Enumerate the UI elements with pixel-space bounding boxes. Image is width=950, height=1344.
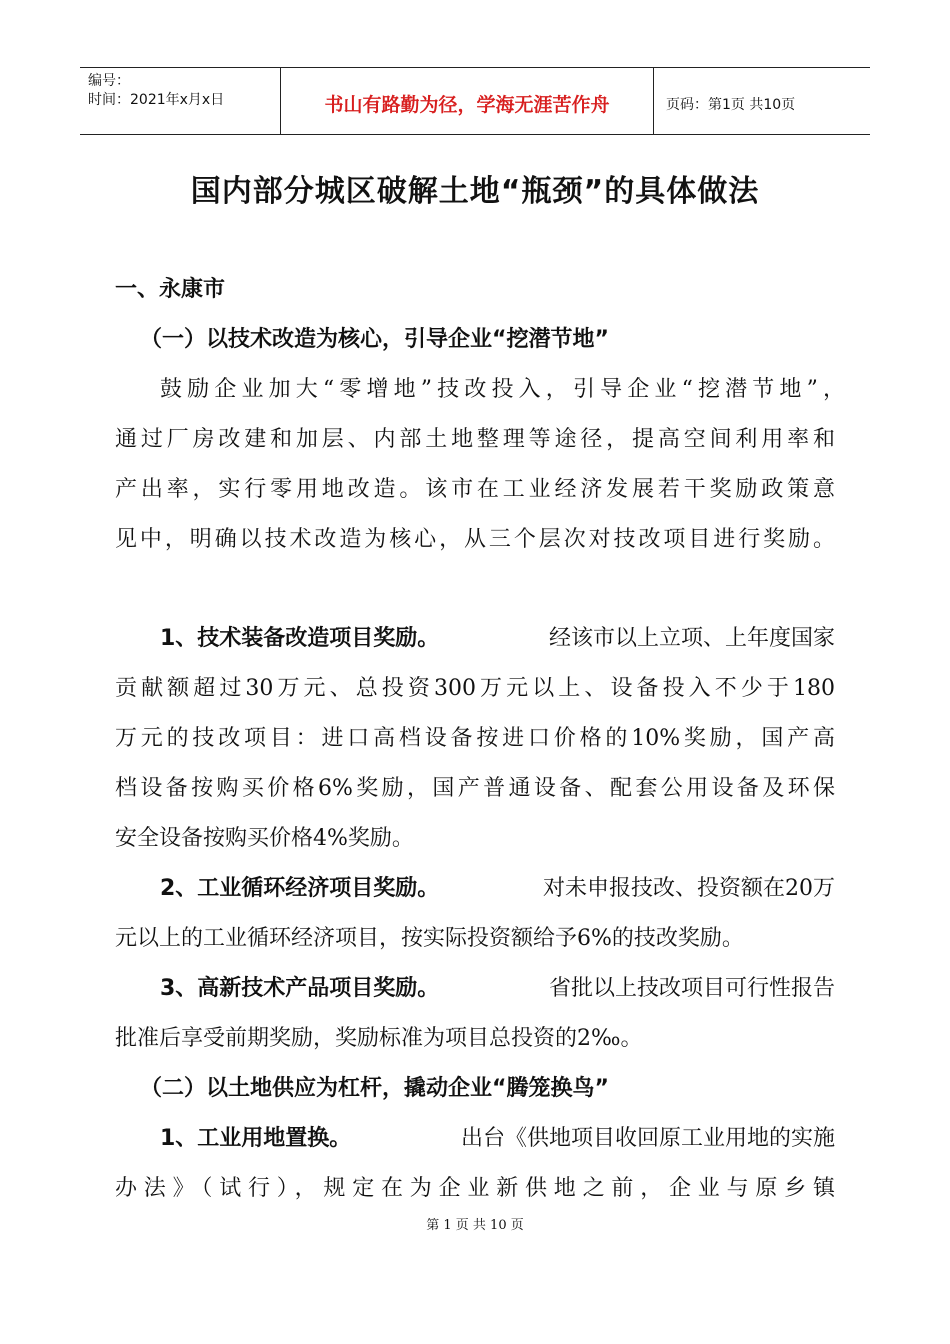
item-label: 3、高新技术产品项目奖励。 [160,976,440,1001]
number-label: 编号： [88,73,130,89]
subsection-heading: （二）以土地供应为杠杆，撬动企业“腾笼换鸟” [140,1076,609,1101]
paragraph-line: 万元的技改项目：进口高档设备按进口价格的10%奖励，国产高 [115,726,835,751]
paragraph-line: 通过厂房改建和加层、内部土地整理等途径，提高空间利用率和 [115,427,835,452]
paragraph-line: 贡献额超过30万元、总投资300万元以上、设备投入不少于180 [115,676,835,701]
item-first-line [160,971,835,1002]
paragraph-line: 元以上的工业循环经济项目，按实际投资额给予6%的技改奖励。 [115,926,744,951]
header-meta [80,68,281,134]
time-label: 时间：2021年x月x日 [88,92,225,108]
paragraph-line: 档设备按购买价格6%奖励，国产普通设备、配套公用设备及环保 [115,776,835,801]
item-text: 对未申报技改、投资额在20万 [543,876,835,901]
document-title: 国内部分城区破解土地“瓶颈”的具体做法 [190,174,760,209]
paragraph-line: 批准后享受前期奖励，奖励标准为项目总投资的2‰。 [115,1026,643,1051]
header-motto: 书山有路勤为径，学海无涯苦作舟 [281,68,654,134]
item-first-line [160,1121,835,1152]
paragraph-line: 办法》（试行），规定在为企业新供地之前，企业与原乡镇 [115,1176,835,1201]
section-heading: 一、永康市 [115,277,226,302]
item-text: 经该市以上立项、上年度国家 [548,626,835,651]
item-label: 1、工业用地置换。 [160,1126,352,1151]
paragraph-line: 见中，明确以技术改造为核心，从三个层次对技改项目进行奖励。 [115,527,835,552]
paragraph-line: 安全设备按购买价格4%奖励。 [115,826,414,851]
item-first-line [160,871,835,902]
item-label: 2、工业循环经济项目奖励。 [160,876,440,901]
paragraph-line: 鼓励企业加大“零增地”技改投入，引导企业“挖潜节地”， [160,377,845,402]
paragraph-line: 产出率，实行零用地改造。该市在工业经济发展若干奖励政策意 [115,477,835,502]
document-header [80,67,870,135]
page-footer: 第 1 页 共 10 页 [426,1218,524,1233]
item-text: 出台《供地项目收回原工业用地的实施 [460,1126,835,1151]
item-label: 1、技术装备改造项目奖励。 [160,626,440,651]
subsection-heading: （一）以技术改造为核心，引导企业“挖潜节地” [140,327,609,352]
item-text: 省批以上技改项目可行性报告 [548,976,835,1001]
header-page-info: 页码：第1页 共10页 [666,97,796,113]
item-first-line [160,621,835,652]
